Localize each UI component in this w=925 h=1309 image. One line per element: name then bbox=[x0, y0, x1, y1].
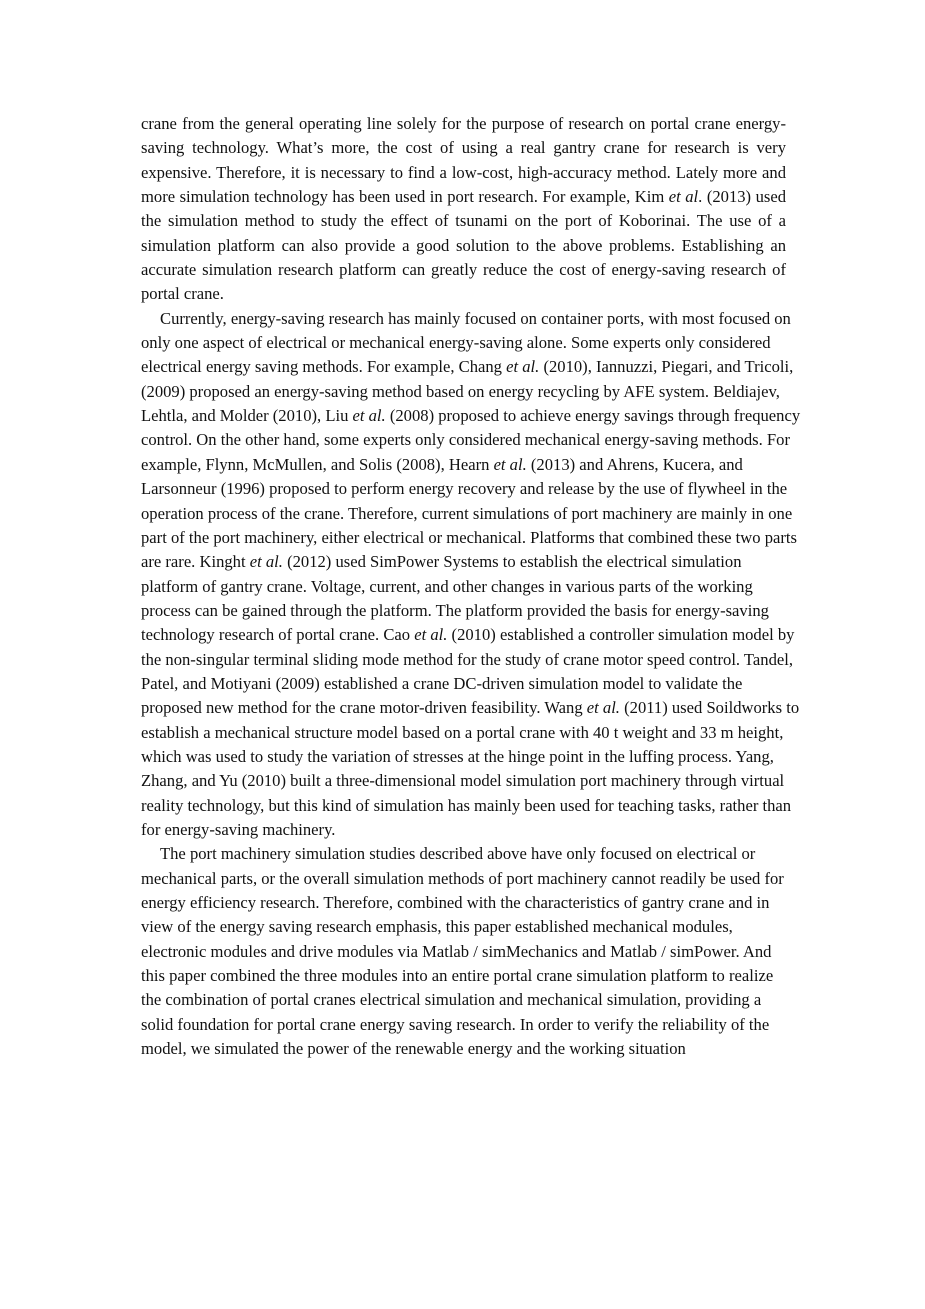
citation-italic: et al. bbox=[249, 552, 283, 572]
text-run: (2008) proposed to achieve energy savings through frequency control. On the other hand, some experts only considered mechanical energy-saving methods. For example, Flynn, McMullen, and Solis (2008), Hearn bbox=[141, 406, 801, 474]
text-run: The port machinery simulation studies described above have only focused on electrical or mechanical parts, or the overall simulation methods of port machinery cannot readily be used for energy efficiency research. Therefore, combined with the characteristics of gantry crane and in view of the energy saving research emphasis, this paper established mechanical modules, electronic modules and drive modules via Matlab / simMechanics and Matlab / simPower. And this paper combined the three modules into an entire portal crane simulation platform to realize the combination of portal cranes electrical simulation and mechanical simulation, providing a solid foundation for portal crane energy saving research. In order to verify the reliability of the model, we simulated the power of the renewable energy and the working situation bbox=[141, 844, 784, 1059]
citation-italic: et al. bbox=[506, 357, 540, 377]
citation-italic: et al. bbox=[586, 698, 620, 718]
paragraph-simulation-platform bbox=[141, 842, 791, 1061]
text-run: (2011) used Soildworks to establish a mechanical structure model based on a portal crane with 40 t weight and 33 m height, which was used to study the variation of stresses at the hinge point in the luffing process. Yang, Zhang, and Yu (2010) built a three-dimensional model simulation port machinery through virtual reality technology, but this kind of simulation has mainly been used for teaching tasks, rather than for energy-saving machinery. bbox=[141, 698, 800, 839]
text-run: (2012) used SimPower Systems to establish the electrical simulation platform of gantry crane. Voltage, current, and other changes in various parts of the working process can be gained through the platform. The platform provided the basis for energy-saving technology research of portal crane. Cao bbox=[141, 552, 769, 645]
text-run: crane from the general operating line solely for the purpose of research on portal crane energy-saving technology. What’s more, the cost of using a real gantry crane for research is very expensive. Therefore, it is necessary to find a low-cost, high-accuracy method. Lately more and more simulation technology has been used in port research. For example, Kim bbox=[141, 114, 786, 207]
citation-italic: et al. bbox=[493, 454, 527, 474]
text-run: . (2013) used the simulation method to study the effect of tsunami on the port of Koborinai. The use of a simulation platform can also provide a good solution to the above problems. Establishing an accurate simulation research platform can greatly reduce the cost of energy-saving research of portal crane. bbox=[141, 187, 786, 304]
page-body bbox=[141, 112, 801, 1061]
text-run: (2010) established a controller simulation model by the non-singular terminal sliding mode method for the study of crane motor speed control. Tandel, Patel, and Motiyani (2009) established a crane DC-driven simulation model to validate the proposed new method for the crane motor-driven feasibility. Wang bbox=[141, 625, 795, 718]
text-run: Currently, energy-saving research has mainly focused on container ports, with most focused on only one aspect of electrical or mechanical energy-saving alone. Some experts only considered electrical energy saving methods. For example, Chang bbox=[141, 308, 791, 377]
text-run: (2013) and Ahrens, Kucera, and Larsonneur (1996) proposed to perform energy recovery and release by the use of flywheel in the operation process of the crane. Therefore, current simulations of port machinery are mainly in one part of the port machinery, either electrical or mechanical. Platforms that combined these two parts are rare. Kinght bbox=[141, 454, 797, 572]
paragraph-energy-saving-review bbox=[141, 307, 801, 843]
citation-italic: et al. bbox=[414, 625, 448, 645]
text-run: (2010), Iannuzzi, Piegari, and Tricoli, (2009) proposed an energy-saving method based on energy recycling by AFE system. Beldiajev, Lehtla, and Molder (2010), Liu bbox=[141, 357, 794, 426]
citation-italic: et al. bbox=[352, 406, 386, 426]
citation-italic: et al bbox=[668, 187, 699, 207]
paragraph-continuation bbox=[141, 112, 786, 307]
